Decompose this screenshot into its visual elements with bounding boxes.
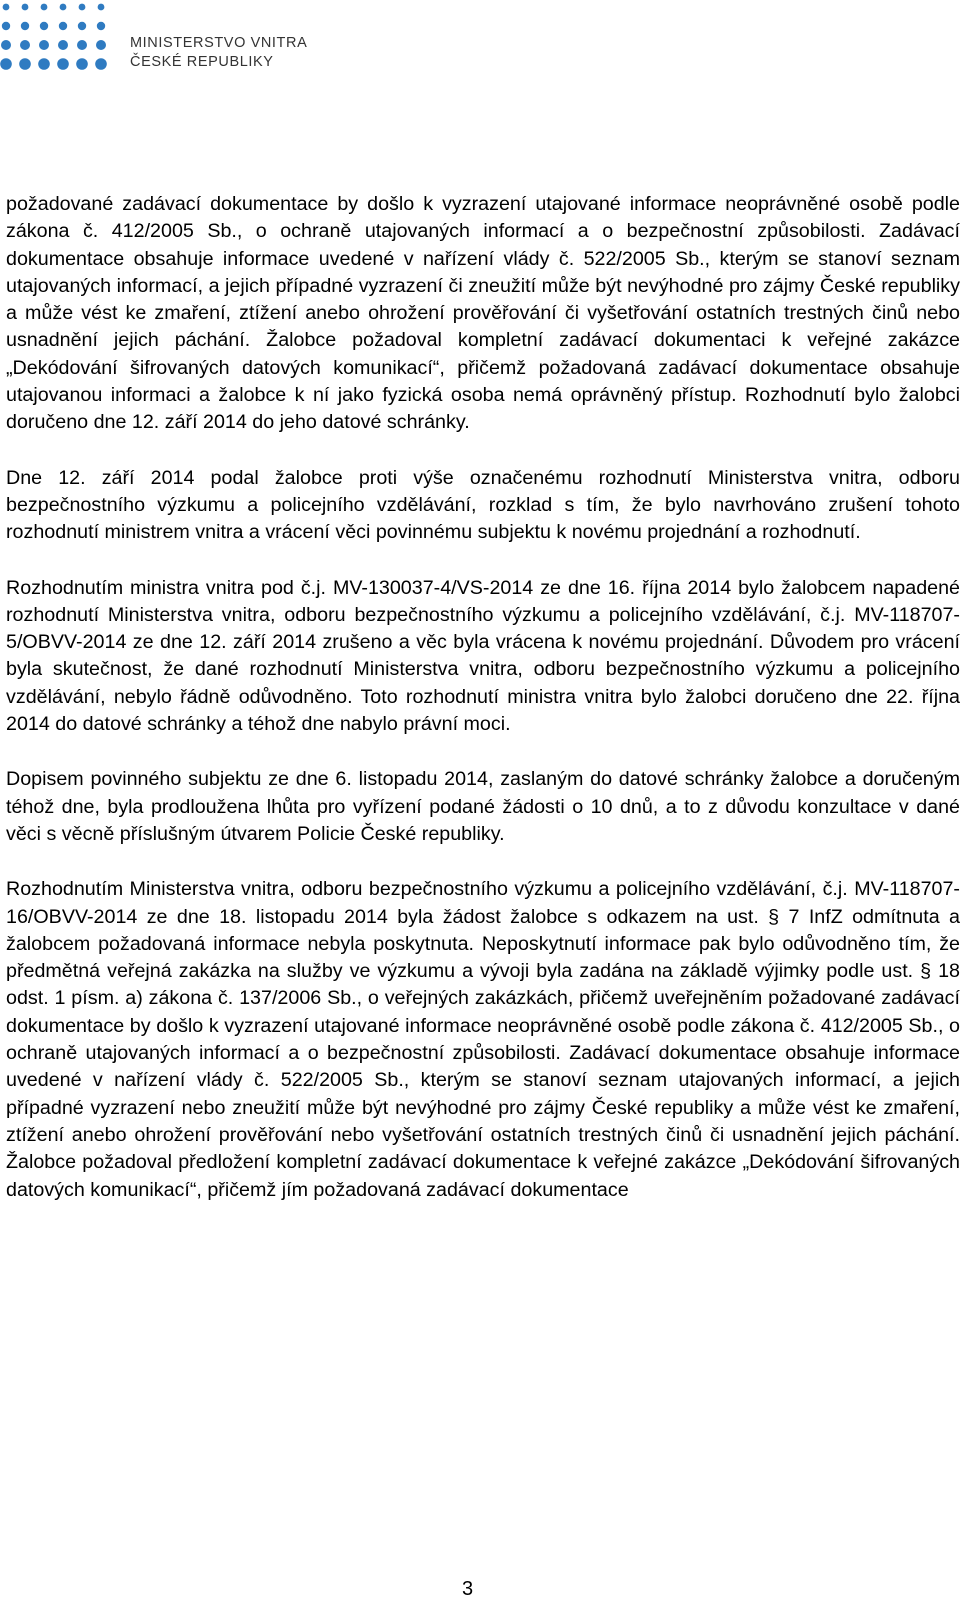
ministry-logo-text (130, 34, 307, 72)
paragraph: Rozhodnutím ministra vnitra pod č.j. MV-130037-4/VS-2014 ze dne 16. října 2014 bylo žalobcem napadené rozhodnutí Ministerstva vnitra, odboru bezpečnostního výzkumu a policejního vzdělávání, č.j. MV-118707-5/OBVV-2014 ze dne 12. září 2014 zrušeno a věc byla vrácena k novému projednání. Důvodem pro vrácení byla skutečnost, že dané rozhodnutí Ministerstva vnitra, odboru bezpečnostního výzkumu a policejního vzdělávání, nebylo řádně odůvodněno. Toto rozhodnutí ministra vnitra bylo žalobci doručeno dne 22. října 2014 do datové schránky a téhož dne nabylo právní moci. (6, 576, 960, 736)
ministry-logo-icon (0, 0, 118, 86)
paragraph: požadované zadávací dokumentace by došlo k vyzrazení utajované informace neoprávněné osobě podle zákona č. 412/2005 Sb., o ochraně utajovaných informací a o bezpečnostní způsobilosti. Zadávací dokumentace obsahuje informace uvedené v nařízení vlády č. 522/2005 Sb., kterým se stanoví seznam utajovaných informací, a jejich případné vyzrazení či zneužití může být nevýhodné pro zájmy České republiky a může vést ke zmaření, ztížení anebo ohrožení prověřování či vyšetřování ostatních trestných činů nebo usnadnění jejich páchání. Žalobce požadoval kompletní zadávací dokumentaci k veřejné zakázce „Dekódování šifrovaných datových komunikací“, přičemž požadovaná zadávací dokumentace obsahuje utajovanou informaci a žalobce k ní jako fyzická osoba nemá oprávněný přístup. Rozhodnutí bylo žalobci doručeno dne 12. září 2014 do jeho datové schránky. (6, 193, 960, 434)
paragraph: Rozhodnutím Ministerstva vnitra, odboru bezpečnostního výzkumu a policejního vzdělávání, č.j. MV-118707-16/OBVV-2014 ze dne 18. listopadu 2014 byla žádost žalobce s odkazem na ust. § 7 InfZ odmítnuta a žalobcem požadovaná informace nebyla poskytnuta. Neposkytnutí informace pak bylo odůvodněno tím, že předmětná veřejná zakázka na služby ve výzkumu a vývoji byla zadána na základě výjimky podle ust. § 18 odst. 1 písm. a) zákona č. 137/2006 Sb., o veřejných zakázkách, přičemž uveřejněním požadované zadávací dokumentace by došlo k vyzrazení utajované informace neoprávněné osobě podle zákona č. 412/2005 Sb., o ochraně utajovaných informací a o bezpečnostní způsobilosti. Zadávací dokumentace obsahuje informace uvedené v nařízení vlády č. 522/2005 Sb., kterým se stanoví seznam utajovaných informací, a jejich případné vyzrazení nebo zneužití může být nevýhodné pro zájmy České republiky a může vést ke zmaření, ztížení anebo ohrožení prověřování nebo vyšetřování ostatních trestných činů či usnadnění jejich páchání. Žalobce požadoval předložení kompletní zadávací dokumentace k veřejné zakázce „Dekódování šifrovaných datových komunikací“, přičemž jím požadovaná zadávací dokumentace (6, 878, 960, 1201)
paragraph: Dne 12. září 2014 podal žalobce proti výše označenému rozhodnutí Ministerstva vnitra, odboru bezpečnostního výzkumu a policejního vzdělávání, rozklad s tím, že bylo navrhováno zrušení tohoto rozhodnutí ministrem vnitra a vrácení věci povinnému subjektu k novému projednání a rozhodnutí. (6, 466, 960, 544)
document-body (6, 191, 960, 1232)
logo-line-2: ČESKÉ REPUBLIKY (130, 54, 274, 70)
paragraph: Dopisem povinného subjektu ze dne 6. listopadu 2014, zaslaným do datové schránky žalobce a doručeným téhož dne, byla prodloužena lhůta pro vyřízení podané žádosti o 10 dnů, a to z důvodu konzultace v dané věci s věcně příslušným útvarem Policie České republiky. (6, 768, 960, 845)
logo-line-1: MINISTERSTVO VNITRA (130, 35, 308, 51)
page-header (0, 0, 310, 86)
page-number: 3 (462, 1578, 474, 1600)
